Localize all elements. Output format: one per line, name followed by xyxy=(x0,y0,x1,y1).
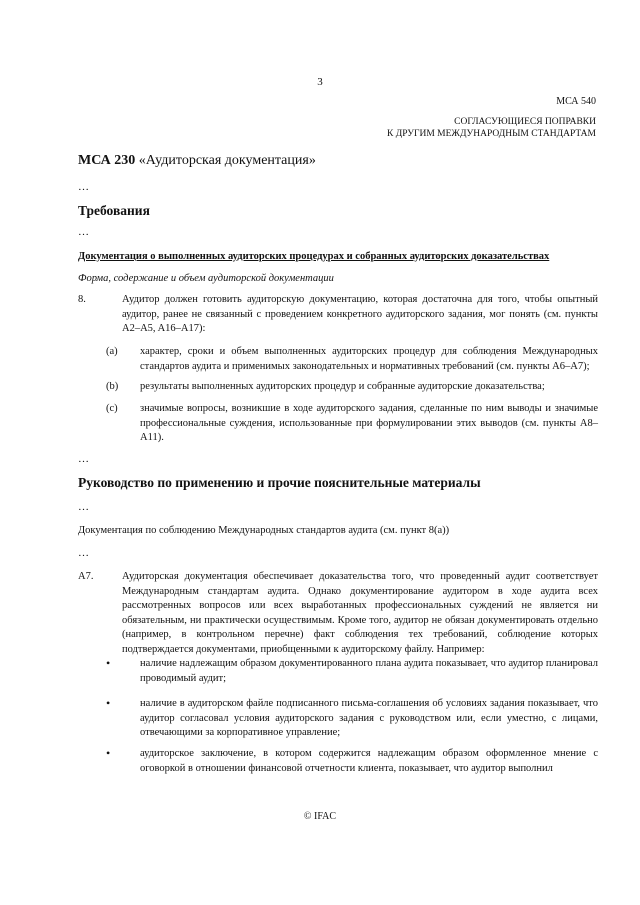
bullet-item-engagement-letter: наличие в аудиторском файле подписанного письма-соглашения об условиях задания показывает, что аудитор согласовал условия аудиторского задания с руководством или, если уместно, с лицами, отвечающими за корпоративное управление; xyxy=(140,698,598,738)
footer-copyright: © IFAC xyxy=(303,811,337,822)
list-label-c: (c) xyxy=(106,403,118,414)
ellipsis: … xyxy=(78,181,90,193)
paragraph-number-8: 8. xyxy=(78,294,86,305)
paragraph-number-a7: A7. xyxy=(78,571,94,582)
bullet-icon: • xyxy=(106,656,111,670)
page-number: 3 xyxy=(317,76,323,88)
documentation-subheading: Документация о выполненных аудиторских процедурах и собранных аудиторских доказательствах xyxy=(78,251,550,262)
standard-title xyxy=(78,153,316,169)
list-item-a: характер, сроки и объем выполненных аудиторских процедур для соблюдения Международных стандартов аудита и применимых законодательных и нормативных требований (см. пункты A6–A7); xyxy=(140,346,598,372)
bullet-icon: • xyxy=(106,746,111,760)
amendments-heading xyxy=(387,117,596,140)
list-item-c: значимые вопросы, возникшие в ходе аудиторского задания, сделанные по ним выводы и значимые профессиональные суждения, использованные при формулировании этих выводов (см. пункты A8–A11). xyxy=(140,403,598,443)
ellipsis: … xyxy=(78,547,90,559)
guidance-heading: Руководство по применению и прочие пояснительные материалы xyxy=(78,475,481,490)
list-item-b: результаты выполненных аудиторских процедур и собранные аудиторские доказательства; xyxy=(140,381,545,392)
standard-title-name: «Аудиторская документация» xyxy=(138,153,316,168)
standard-title-code: МСА 230 xyxy=(78,153,136,168)
amendments-line-1: СОГЛАСУЮЩИЕСЯ ПОПРАВКИ xyxy=(454,117,596,127)
amendments-line-2: К ДРУГИМ МЕЖДУНАРОДНЫМ СТАНДАРТАМ xyxy=(387,128,596,139)
requirements-heading: Требования xyxy=(78,203,150,218)
paragraph-a7-text: Аудиторская документация обеспечивает доказательства того, что проведенный аудит соответствует Международным стандартам аудита. Однако документирование аудитором в ходе аудита всех рассмотренных вопросов или всех выработанных профессиональных суждений не является ни обязательным, ни практически осуществимым. Кроме того, аудитор не обязан документировать отдельно (например, в контрольном перечне) факт соблюдения тех требований, соблюдение которых подтверждается документами, приобщенными к аудиторскому файлу. Например: xyxy=(122,571,598,655)
bullet-icon: • xyxy=(106,696,111,710)
compliance-documentation-line: Документация по соблюдению Международных стандартов аудита (см. пункт 8(a)) xyxy=(78,525,450,536)
bullet-item-plan: наличие надлежащим образом документированного плана аудита показывает, что аудитор планировал проводимый аудит; xyxy=(140,658,598,684)
ellipsis: … xyxy=(78,501,90,513)
ellipsis: … xyxy=(78,453,90,465)
list-label-b: (b) xyxy=(106,381,119,392)
standard-code: МСА 540 xyxy=(556,96,596,107)
ellipsis: … xyxy=(78,226,90,238)
list-label-a: (a) xyxy=(106,346,118,357)
form-content-subheading: Форма, содержание и объем аудиторской документации xyxy=(78,273,334,284)
bullet-item-auditor-report: аудиторское заключение, в котором содержится надлежащим образом оформленное мнение с оговоркой в отношении финансовой отчетности клиента, показывает, что аудитор выполнил xyxy=(140,748,598,774)
paragraph-8-text: Аудитор должен готовить аудиторскую документацию, которая достаточна для того, чтобы опытный аудитор, ранее не связанный с проведением конкретного аудиторского задания, мог понять (см. пункты A2–A5, A16–A17): xyxy=(122,294,598,334)
